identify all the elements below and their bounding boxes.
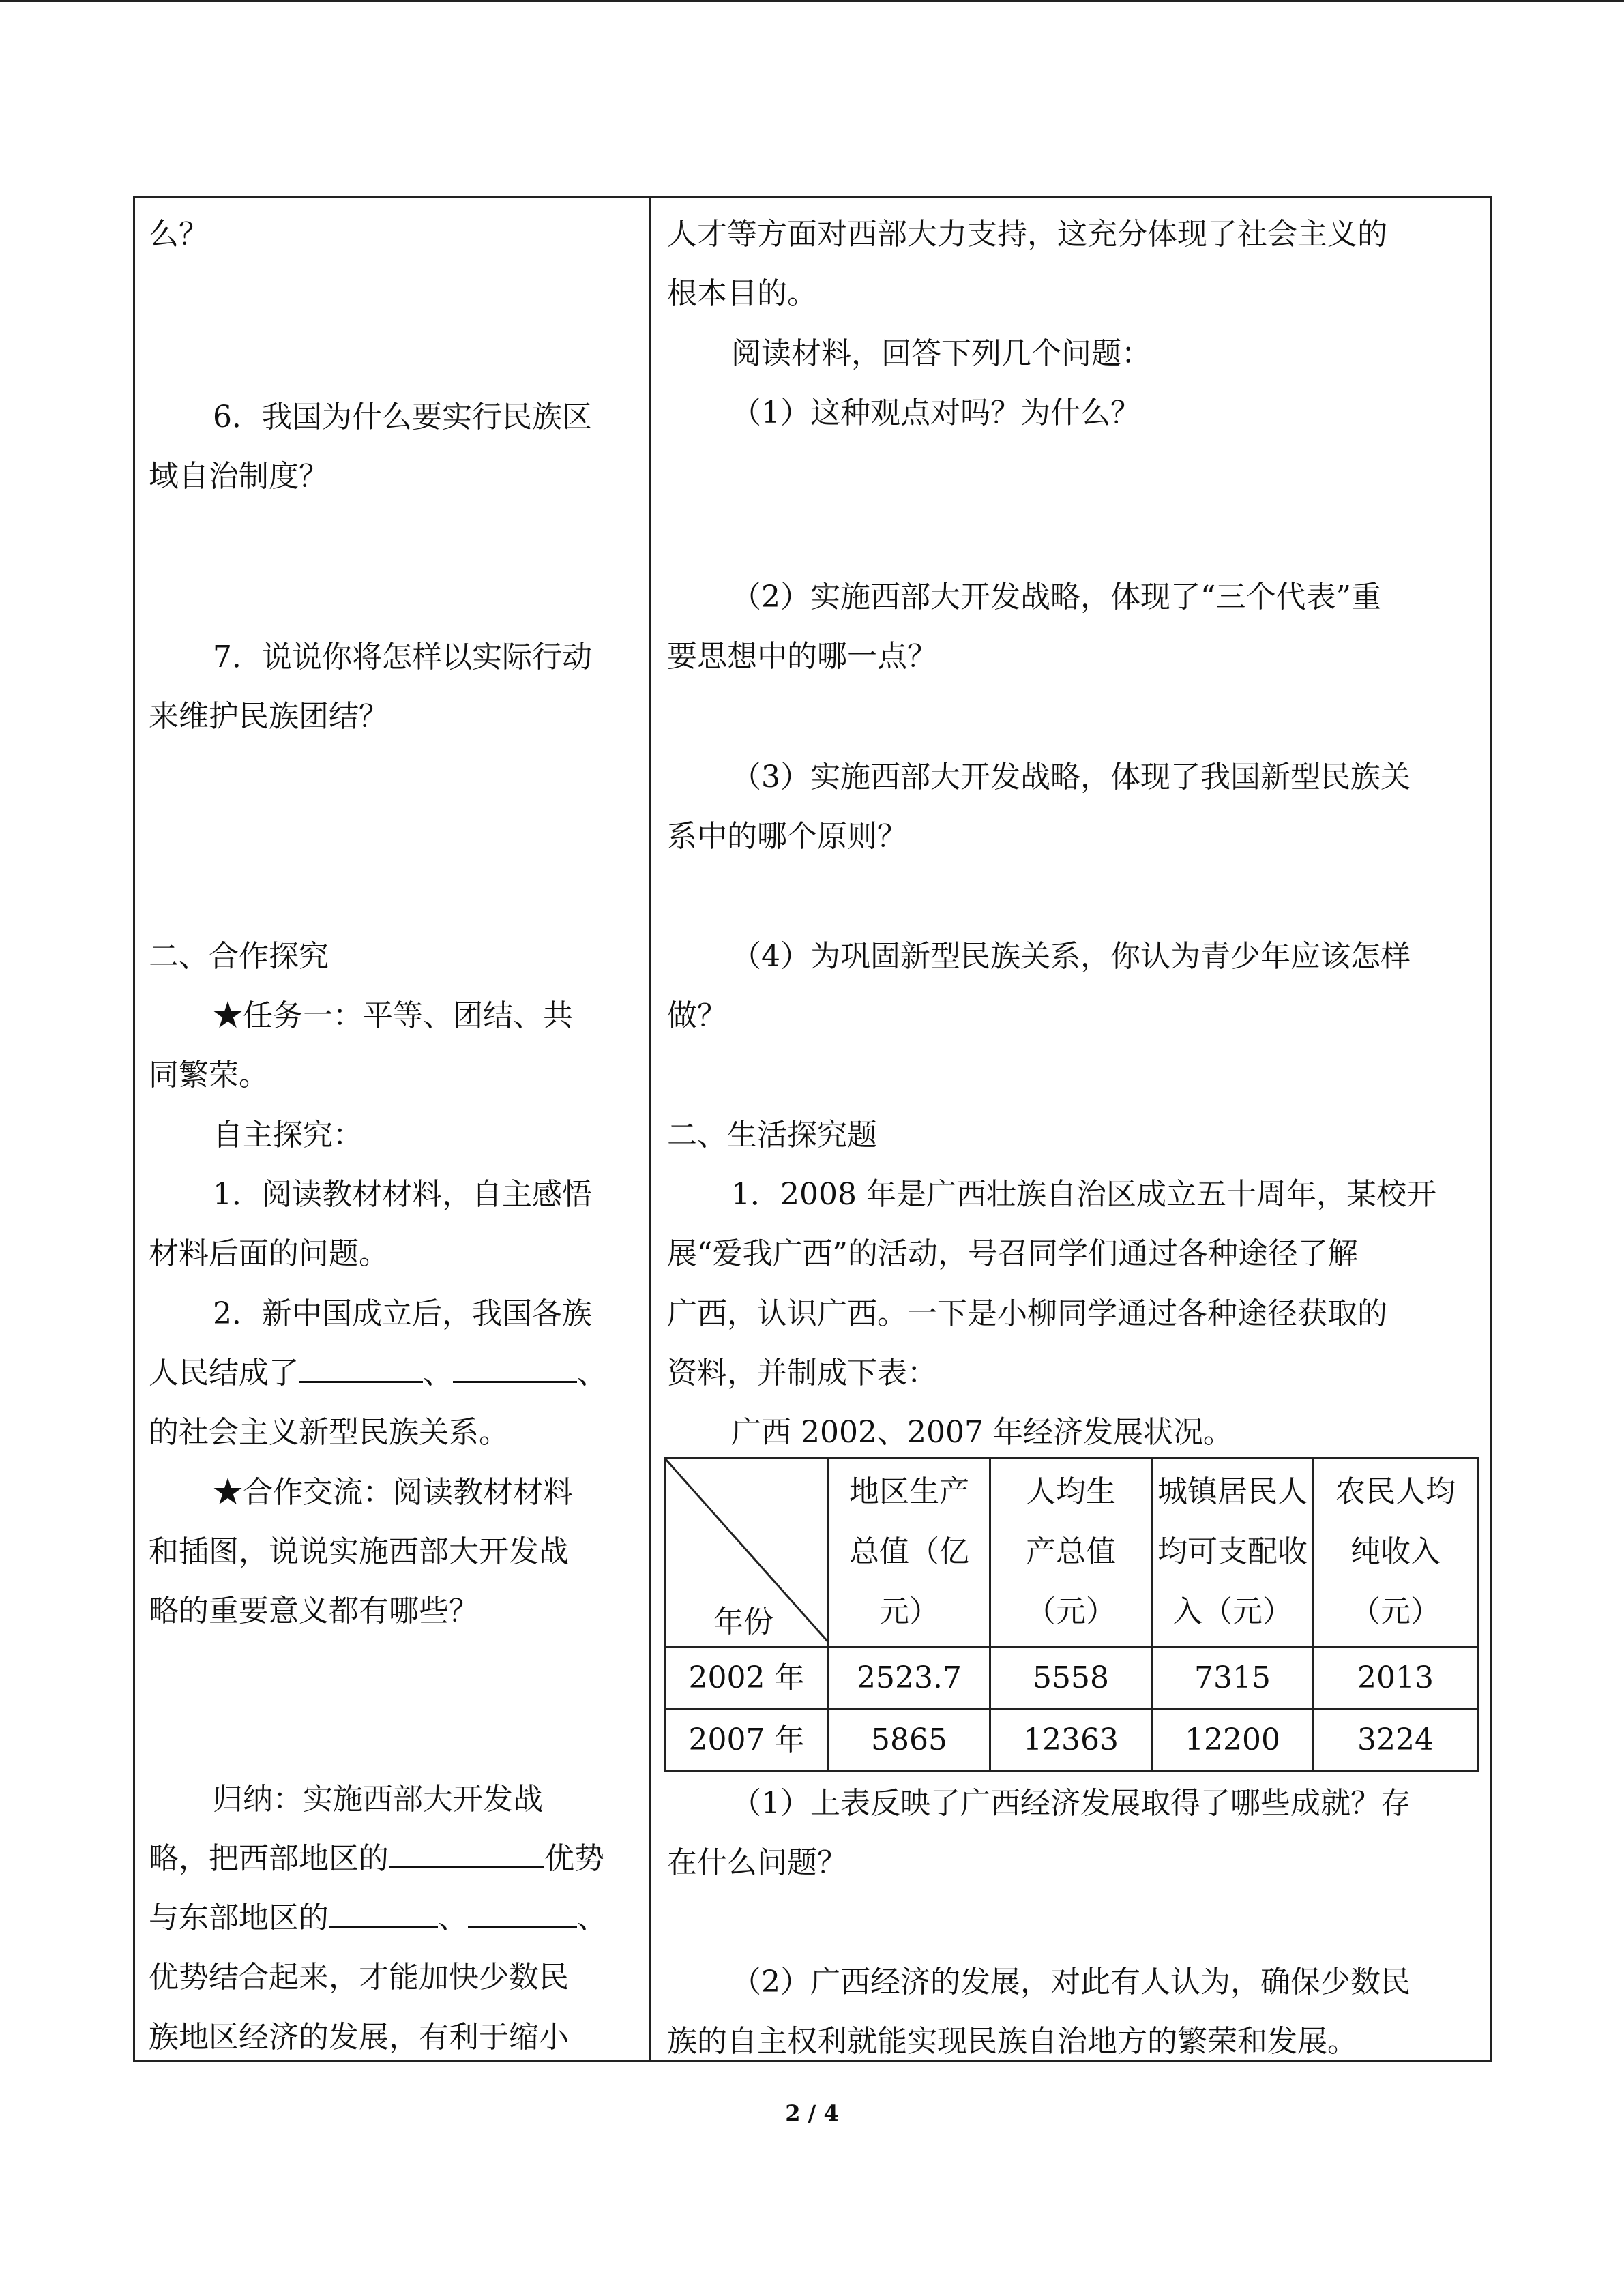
table-header-cell: 农民人均 纯收入 （元） <box>1314 1459 1478 1648</box>
table-header-cell: 人均生 产总值 （元） <box>990 1459 1152 1648</box>
fill-text: 、 <box>423 1356 453 1390</box>
section-heading-life: 二、生活探究题 <box>667 1118 877 1152</box>
table-question-1: （1）上表反映了广西经济发展取得了哪些成就？存 <box>731 1786 1411 1821</box>
life-question-1-cont: 展“爱我广西”的活动，号召同学们通过各种途径了解 <box>667 1236 1358 1271</box>
answer-blank[interactable] <box>329 1898 438 1928</box>
life-question-1-cont: 广西，认识广西。一下是小柳同学通过各种途径获取的 <box>667 1296 1387 1331</box>
question-r4: （4）为巩固新型民族关系，你认为青少年应该怎样 <box>731 939 1411 974</box>
fill-text: 优势 <box>544 1841 604 1876</box>
cooperation-exchange-cont: 略的重要意义都有哪些？ <box>149 1594 479 1628</box>
right-text-line: 根本目的。 <box>667 276 817 311</box>
table-question-1-cont: 在什么问题？ <box>667 1845 847 1880</box>
table-cell: 7315 <box>1152 1648 1314 1710</box>
left-text-line: 么？ <box>149 217 209 252</box>
table-header-cell: 地区生产 总值（亿 元） <box>829 1459 990 1648</box>
summary-line-cont: 族地区经济的发展，有利于缩小 <box>149 2020 569 2055</box>
answer-blank[interactable] <box>389 1839 544 1868</box>
column-divider <box>649 196 651 2062</box>
self-study-item-2: 2．新中国成立后，我国各族 <box>213 1296 592 1331</box>
section-heading-cooperation: 二、合作探究 <box>149 939 329 974</box>
table-corner-cell <box>665 1459 829 1648</box>
corner-label: 年份 <box>713 1605 773 1639</box>
fill-text: 、 <box>438 1900 468 1935</box>
question-r1: （1）这种观点对吗？为什么？ <box>731 396 1140 430</box>
top-border-line <box>0 0 1624 2</box>
table-row <box>665 1648 1478 1710</box>
page-number: 2 / 4 <box>785 2100 839 2126</box>
task-one-heading: ★任务一：平等、团结、共 <box>213 998 573 1033</box>
table-question-2-cont: 族的自主权利就能实现民族自治地方的繁荣和发展。 <box>667 2024 1357 2059</box>
reading-instruction: 阅读材料，回答下列几个问题： <box>731 336 1151 371</box>
table-header-cell: 城镇居民人 均可支配收 入（元） <box>1152 1459 1314 1648</box>
table-caption: 广西 2002、2007 年经济发展状况。 <box>731 1415 1233 1450</box>
cooperation-exchange: ★合作交流：阅读教材材料 <box>213 1475 573 1510</box>
question-r4-cont: 做？ <box>667 998 727 1033</box>
table-cell: 12363 <box>990 1710 1152 1772</box>
fill-text: 、 <box>577 1356 607 1390</box>
table-cell: 5865 <box>829 1710 990 1772</box>
fill-blank-line-relations <box>149 1354 607 1393</box>
table-cell: 3224 <box>1314 1710 1478 1772</box>
table-cell: 2013 <box>1314 1648 1478 1710</box>
table-year-cell: 2007 年 <box>665 1710 829 1772</box>
fill-blank-line-cont: 的社会主义新型民族关系。 <box>149 1415 509 1450</box>
question-r2: （2）实施西部大开发战略，体现了“三个代表”重 <box>731 580 1381 614</box>
table-question-2: （2）广西经济的发展，对此有人认为，确保少数民 <box>731 1965 1411 1999</box>
summary-fill-line <box>149 1898 607 1938</box>
table-cell: 2523.7 <box>829 1648 990 1710</box>
question-r3-cont: 系中的哪个原则？ <box>667 819 907 854</box>
economic-data-table <box>664 1457 1479 1772</box>
table-row <box>665 1710 1478 1772</box>
fill-text: 与东部地区的 <box>149 1900 329 1935</box>
right-text-line: 人才等方面对西部大力支持，这充分体现了社会主义的 <box>667 217 1387 252</box>
answer-blank[interactable] <box>453 1354 577 1383</box>
task-one-heading-cont: 同繁荣。 <box>149 1058 269 1092</box>
self-study-item-1: 1．阅读教材材料，自主感悟 <box>213 1177 592 1212</box>
question-6: 6．我国为什么要实行民族区 <box>213 400 592 434</box>
life-question-1-cont: 资料，并制成下表： <box>667 1356 937 1390</box>
summary-fill-line <box>149 1839 604 1879</box>
table-year-cell: 2002 年 <box>665 1648 829 1710</box>
fill-text: 略，把西部地区的 <box>149 1841 389 1876</box>
cooperation-exchange-cont: 和插图，说说实施西部大开发战 <box>149 1534 569 1569</box>
question-r2-cont: 要思想中的哪一点？ <box>667 639 937 674</box>
life-question-1: 1．2008 年是广西壮族自治区成立五十周年，某校开 <box>731 1177 1436 1212</box>
self-study-label: 自主探究： <box>213 1118 363 1152</box>
question-7: 7．说说你将怎样以实际行动 <box>213 640 592 674</box>
question-7-cont: 来维护民族团结？ <box>149 699 389 734</box>
summary-line: 归纳：实施西部大开发战 <box>213 1782 543 1817</box>
answer-blank[interactable] <box>468 1898 577 1928</box>
self-study-item-1-cont: 材料后面的问题。 <box>149 1236 389 1271</box>
fill-text: 人民结成了 <box>149 1356 299 1390</box>
table-cell: 12200 <box>1152 1710 1314 1772</box>
summary-line-cont: 优势结合起来，才能加快少数民 <box>149 1960 569 1995</box>
answer-blank[interactable] <box>299 1354 423 1383</box>
question-6-cont: 域自治制度？ <box>149 459 329 494</box>
question-r3: （3）实施西部大开发战略，体现了我国新型民族关 <box>731 760 1411 794</box>
table-cell: 5558 <box>990 1648 1152 1710</box>
fill-text: 、 <box>577 1900 607 1935</box>
